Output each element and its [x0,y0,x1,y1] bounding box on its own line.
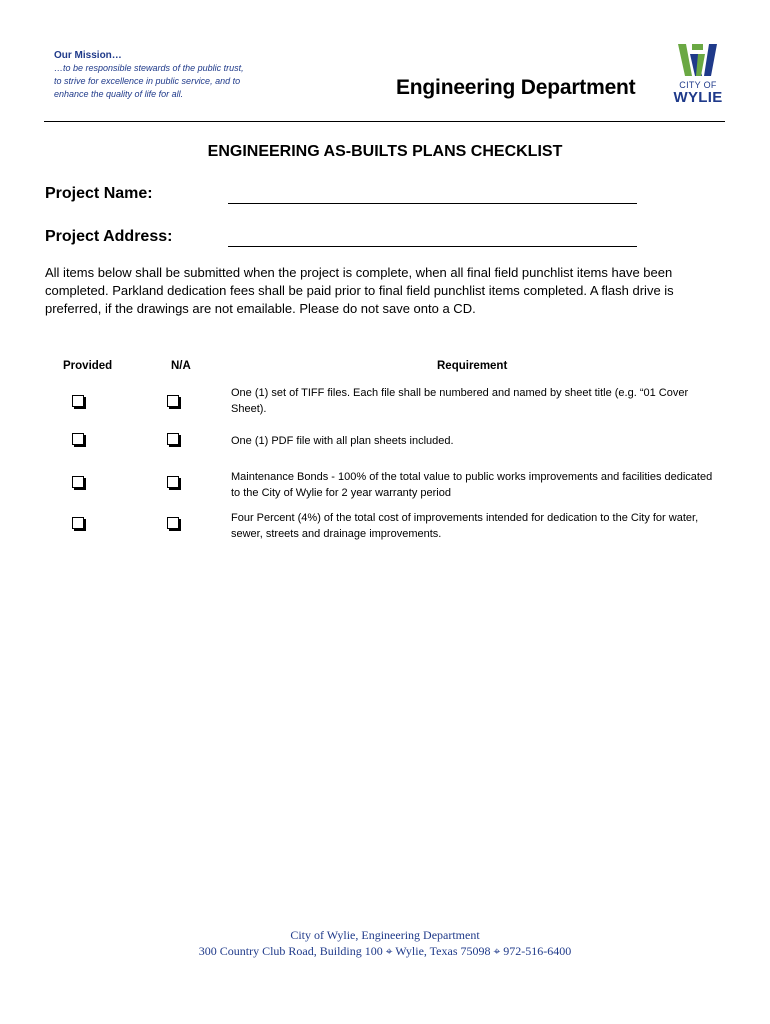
intro-paragraph: All items below shall be submitted when the project is complete, when all final field punchlist items have been completed. Parkland dedication fees shall be paid prior to final field punchlist items completed. A flash drive is preferred, if the drawings are not emailable. Please do not save onto a CD. [45,265,674,316]
na-checkbox[interactable] [167,433,179,445]
requirement-text: Four Percent (4%) of the total cost of improvements intended for dedication to the City for water, sewer, streets and drainage improvements. [231,512,699,540]
provided-column-header: Provided [63,360,113,372]
header-divider [44,121,725,122]
provided-checkbox[interactable] [72,476,84,488]
logo-city-name: WYLIE [673,89,723,106]
na-checkbox[interactable] [167,395,179,407]
mission-title: Our Mission… [54,50,122,61]
na-checkbox[interactable] [167,517,179,529]
page-title: ENGINEERING AS-BUILTS PLANS CHECKLIST [207,143,563,160]
project-name-label: Project Name: [45,185,153,202]
requirement-column-header: Requirement [437,360,508,372]
footer-line-2: 300 Country Club Road, Building 100 ⌖ Wylie, Texas 75098 ⌖ 972-516-6400 [198,944,572,958]
requirement-text: Maintenance Bonds - 100% of the total value to public works improvements and facilities dedicated to the City of Wylie for 2 year warranty period [231,471,713,499]
mission-statement [54,50,284,101]
logo-city-of: CITY OF [679,80,717,90]
footer-line-1: City of Wylie, Engineering Department [290,928,480,942]
project-name-field[interactable] [228,203,637,204]
na-column-header: N/A [171,360,191,372]
requirement-text: One (1) PDF file with all plan sheets included. [231,435,454,447]
department-title: Engineering Department [396,76,636,99]
requirement-text: One (1) set of TIFF files. Each file shall be numbered and named by sheet title (e.g. “01 Cover Sheet). [231,387,689,415]
project-address-label: Project Address: [45,228,173,245]
na-checkbox[interactable] [167,476,179,488]
mission-line: enhance the quality of life for all. [54,89,184,99]
project-address-field[interactable] [228,246,637,247]
provided-checkbox[interactable] [72,433,84,445]
wylie-w-icon [672,42,724,82]
provided-checkbox[interactable] [72,517,84,529]
mission-line: to strive for excellence in public service, and to [54,76,241,86]
provided-checkbox[interactable] [72,395,84,407]
city-logo [672,42,724,106]
mission-line: …to be responsible stewards of the public trust, [54,63,244,73]
